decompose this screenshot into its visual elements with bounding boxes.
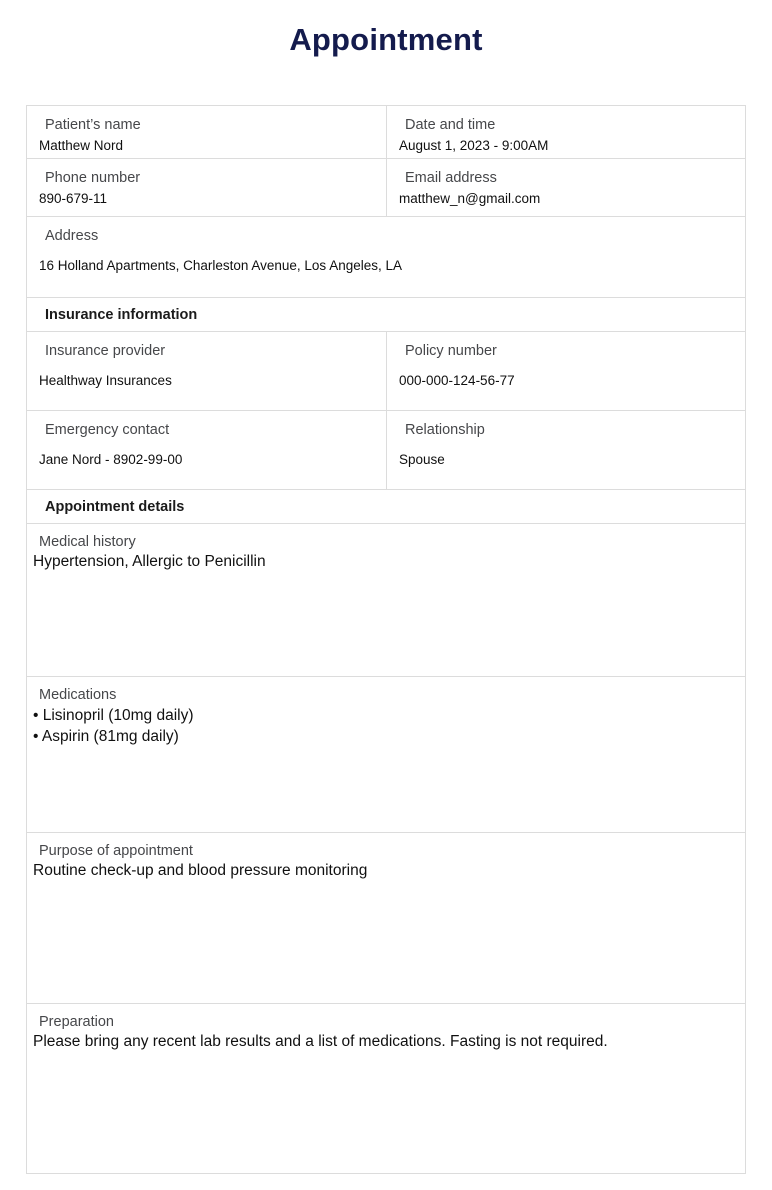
field-value-purpose-of-appointment: Routine check-up and blood pressure monitoring bbox=[33, 862, 368, 879]
field-label-preparation: Preparation bbox=[39, 1014, 114, 1030]
field-value-phone-number: 890-679-11 bbox=[39, 191, 108, 206]
field-label-date-and-time: Date and time bbox=[405, 117, 496, 133]
field-value-medical-history: Hypertension, Allergic to Penicillin bbox=[33, 553, 266, 570]
field-label-medical-history: Medical history bbox=[39, 534, 136, 550]
section-header-insurance bbox=[27, 298, 745, 331]
field-medical-history[interactable] bbox=[27, 524, 745, 676]
field-label-phone-number: Phone number bbox=[45, 170, 141, 186]
page-title: Appointment bbox=[289, 22, 483, 57]
list-item: • Aspirin (81mg daily) bbox=[33, 728, 179, 745]
field-value-email-address: matthew_n@gmail.com bbox=[399, 191, 541, 206]
field-label-email-address: Email address bbox=[405, 170, 497, 186]
field-phone-number[interactable] bbox=[27, 159, 387, 216]
field-value-emergency-contact: Jane Nord - 8902-99-00 bbox=[39, 452, 183, 467]
field-label-policy-number: Policy number bbox=[405, 343, 497, 359]
field-insurance-provider[interactable] bbox=[27, 332, 387, 410]
medications-list bbox=[33, 705, 733, 747]
field-value-patient-name: Matthew Nord bbox=[39, 138, 124, 153]
table-row-appointment-section-header bbox=[27, 490, 745, 524]
field-label-address: Address bbox=[45, 228, 99, 244]
field-value-policy-number: 000-000-124-56-77 bbox=[399, 373, 515, 388]
field-label-medications: Medications bbox=[39, 687, 117, 703]
field-policy-number[interactable] bbox=[387, 332, 747, 410]
field-relationship[interactable] bbox=[387, 411, 747, 489]
field-label-relationship: Relationship bbox=[405, 422, 485, 438]
field-value-date-and-time: August 1, 2023 - 9:00AM bbox=[399, 138, 549, 153]
table-row-insurance-section-header bbox=[27, 298, 745, 332]
field-label-emergency-contact: Emergency contact bbox=[45, 422, 170, 438]
table-row-purpose bbox=[27, 833, 745, 1004]
field-value-insurance-provider: Healthway Insurances bbox=[39, 373, 172, 388]
field-label-purpose-of-appointment: Purpose of appointment bbox=[39, 843, 193, 859]
field-date-and-time[interactable] bbox=[387, 106, 747, 158]
table-row-medications bbox=[27, 677, 745, 833]
field-value-relationship: Spouse bbox=[399, 452, 445, 467]
appointment-form-table bbox=[26, 105, 746, 1174]
field-emergency-contact[interactable] bbox=[27, 411, 387, 489]
section-header-appointment-details bbox=[27, 490, 745, 523]
table-row-name-datetime bbox=[27, 106, 745, 159]
list-item: • Lisinopril (10mg daily) bbox=[33, 707, 194, 724]
field-address[interactable] bbox=[27, 217, 745, 297]
field-label-insurance-provider: Insurance provider bbox=[45, 343, 166, 359]
table-row-provider-policy bbox=[27, 332, 745, 411]
table-row-medical-history bbox=[27, 524, 745, 677]
field-value-address: 16 Holland Apartments, Charleston Avenue, Los Angeles, LA bbox=[39, 258, 402, 273]
table-row-preparation bbox=[27, 1004, 745, 1174]
field-email-address[interactable] bbox=[387, 159, 747, 216]
field-value-preparation: Please bring any recent lab results and a list of medications. Fasting is not required. bbox=[33, 1033, 608, 1050]
field-preparation[interactable] bbox=[27, 1004, 745, 1173]
table-row-emergency-relationship bbox=[27, 411, 745, 490]
section-title-appointment-details: Appointment details bbox=[45, 499, 185, 515]
field-patient-name[interactable] bbox=[27, 106, 387, 158]
section-title-insurance: Insurance information bbox=[45, 307, 198, 323]
table-row-address bbox=[27, 217, 745, 298]
table-row-phone-email bbox=[27, 159, 745, 217]
field-medications[interactable] bbox=[27, 677, 745, 832]
field-label-patient-name: Patient’s name bbox=[45, 117, 141, 133]
field-purpose-of-appointment[interactable] bbox=[27, 833, 745, 1003]
